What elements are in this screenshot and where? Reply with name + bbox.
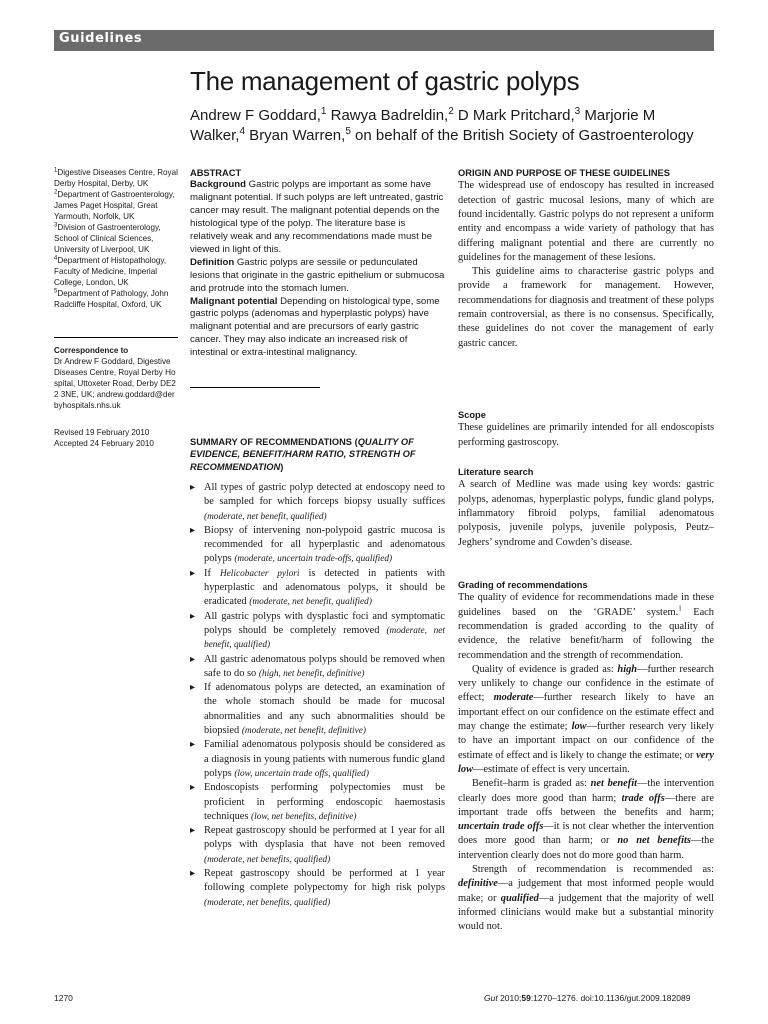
recommendation-grade: (moderate, net benefits, qualified) bbox=[204, 854, 331, 865]
recommendation-item: ▸ Repeat gastroscopy should be performed at 1 year for all polyps with dysplasia that have not been removed (moderate, net benefits, qualified) bbox=[190, 824, 445, 867]
page-number: 1270 bbox=[54, 993, 73, 1003]
author-name: Marjorie M Walker, bbox=[190, 107, 656, 144]
abstract-text: Depending on histological type, some gastric polyps (adenomas and hyperplastic polyps) have malignant potential and are precursors of early gastric cancer. They may also indicate an increased risk of intestinal or extra-intestinal malignancy. bbox=[190, 295, 440, 359]
affiliation-sup: 1 bbox=[54, 167, 58, 174]
correspondence-text: Dr Andrew F Goddard, Digestive Diseases Centre, Royal Derby Hospital, Uttoxeter Road, Derby DE22 3NE, UK; andrew.goddard@derbyhospitals.nhs.uk bbox=[54, 357, 176, 410]
section-label: Guidelines bbox=[59, 31, 143, 46]
grade-term: very low bbox=[458, 749, 714, 775]
recommendation-grade: (moderate, net benefit, qualified) bbox=[204, 625, 445, 651]
author-sup: 1 bbox=[320, 106, 327, 117]
origin-para-2: This guideline aims to characterise gastric polyps and provide a framework for management. However, recommendations for diagnosis and treatment of these polyps remain controversial, as there is no consensus. Specifically, these guidelines do not cover the management of early gastric cancer. bbox=[458, 266, 714, 349]
author-list bbox=[190, 106, 710, 146]
author-sup: 2 bbox=[448, 106, 454, 117]
scope-section bbox=[458, 409, 714, 450]
recommendation-item: ▸ All gastric polyps with dysplastic foci and symptomatic polyps should be completely removed (moderate, net benefit, qualified) bbox=[190, 610, 445, 653]
grade-term: low bbox=[571, 721, 587, 733]
affiliation-text: Department of Gastroenterology, James Paget Hospital, Great Yarmouth, Norfolk, UK bbox=[54, 190, 175, 221]
recommendation-grade: (moderate, net benefit, definitive) bbox=[241, 726, 366, 737]
abstract-label: Definition bbox=[190, 256, 235, 268]
abstract-text: Gastric polyps are important as some have malignant potential. If such polyps are left untreated, gastric cancer may result. The malignant potential depends on the histological type of the polyp. The literature base is relatively weak and any recommendations made must be viewed in light of this. bbox=[190, 179, 444, 255]
recommendation-grade: (low, uncertain trade offs, qualified) bbox=[234, 768, 369, 779]
grade-term: qualified bbox=[500, 892, 539, 904]
abstract bbox=[190, 167, 445, 360]
grading-para-3: Benefit–harm is graded as: net benefit—the intervention clearly does more good than harm; trade offs—there are important trade offs between the benefits and harm; uncertain trade offs—it is not clear whether the intervention does more good than harm; or no net benefits—the intervention clearly does not do more good than harm. bbox=[458, 778, 715, 861]
recommendation-grade: (high, net benefit, definitive) bbox=[258, 668, 365, 679]
section-band bbox=[54, 30, 714, 51]
affiliation-sup: 4 bbox=[54, 255, 58, 262]
grade-term: moderate bbox=[493, 692, 534, 704]
revised-date: Revised 19 February 2010 bbox=[54, 428, 150, 437]
scope-heading: Scope bbox=[458, 410, 486, 420]
correspondence-heading: Correspondence to bbox=[54, 346, 129, 355]
grading-section bbox=[458, 579, 714, 935]
abstract-para bbox=[190, 179, 445, 256]
citation: Gut 2010;59:1270–1276. doi:10.1136/gut.2009.182089 bbox=[484, 993, 691, 1003]
affiliation bbox=[54, 255, 178, 288]
literature-section bbox=[458, 466, 714, 550]
affiliation-text: Division of Gastroenterology, School of Clinical Sciences, University of Liverpool, UK bbox=[54, 223, 161, 254]
grading-heading: Grading of recommendations bbox=[458, 580, 588, 590]
abstract-label: Background bbox=[190, 179, 246, 191]
affiliation-text: Digestive Diseases Centre, Royal Derby Hospital, Derby, UK bbox=[54, 168, 178, 188]
abstract-para bbox=[190, 257, 445, 296]
affiliation bbox=[54, 222, 178, 255]
affiliation-sup: 2 bbox=[54, 189, 58, 196]
affiliation bbox=[54, 189, 178, 222]
author-name: Rawya Badreldin, bbox=[326, 107, 449, 124]
affiliation-sup: 3 bbox=[54, 222, 58, 229]
correspondence-block bbox=[54, 345, 178, 411]
affiliation-list bbox=[54, 167, 178, 310]
affiliation bbox=[54, 167, 178, 189]
grading-para-1: The quality of evidence for recommendations made in these guidelines based on the ‘GRADE’ system.$^1$ Each recommendation is graded according to the quality of evidence, the relative benefit/harm of following the recommendation and the strength of recommendation. bbox=[458, 592, 714, 661]
author-sup: 4 bbox=[239, 126, 246, 137]
recommendation-list bbox=[190, 481, 445, 910]
recommendation-item: ▸ Biopsy of intervening non-polypoid gastric mucosa is recommended for all hyperplastic and adenomatous polyps (moderate, uncertain trade-offs, qualified) bbox=[190, 524, 445, 567]
grade-term: uncertain trade offs bbox=[458, 821, 544, 833]
grade-term: definitive bbox=[458, 878, 498, 890]
recommendation-grade: (low, net benefits, definitive) bbox=[251, 811, 357, 822]
summary-heading: SUMMARY OF RECOMMENDATIONS (QUALITY OF EVIDENCE, BENEFIT/HARM RATIO, STRENGTH OF RECOMMENDATION) bbox=[190, 437, 416, 472]
recommendation-item: ▸ If Helicobacter pylori is detected in patients with hyperplastic and adenomatous polyps, it should be eradicated (moderate, net benefit, qualified) bbox=[190, 567, 445, 610]
recommendation-item: ▸ Familial adenomatous polyposis should be considered as a diagnosis in young patients with numerous fundic gland polyps (low, uncertain trade offs, qualified) bbox=[190, 738, 445, 781]
scope-text: These guidelines are primarily intended for all endoscopists performing gastroscopy. bbox=[458, 422, 714, 448]
origin-section bbox=[458, 167, 714, 351]
affiliation-sup: 5 bbox=[54, 288, 58, 295]
recommendation-item: ▸ Endoscopists performing polypectomies must be proficient in performing endoscopic haemostasis techniques (low, net benefits, definitive) bbox=[190, 781, 445, 824]
grading-para-4: Strength of recommendation is recommended as: definitive—a judgement that most informed people would make; or qualified—a judgement that the majority of well informed clinicians would make but a substantial minority would not. bbox=[458, 864, 714, 933]
abstract-label: Malignant potential bbox=[190, 295, 278, 307]
recommendation-item: ▸ All types of gastric polyp detected at endoscopy need to be sampled for which forceps biopsy usually suffices (moderate, net benefit, qualified) bbox=[190, 481, 445, 524]
divider bbox=[190, 387, 320, 388]
abstract-para bbox=[190, 296, 445, 361]
grade-term: high bbox=[617, 663, 638, 675]
species-name: Helicobacter pylori bbox=[219, 568, 300, 579]
abstract-heading: ABSTRACT bbox=[190, 168, 242, 178]
recommendation-item: ▸ If adenomatous polyps are detected, an examination of the whole stomach should be made for mucosal abnormalities and any such abnormalities should be biopsied (moderate, net benefit, definitive) bbox=[190, 681, 445, 738]
recommendation-grade: (moderate, net benefits, qualified) bbox=[204, 897, 331, 908]
literature-heading: Literature search bbox=[458, 467, 534, 477]
affiliation-text: Department of Pathology, John Radcliffe Hospital, Oxford, UK bbox=[54, 289, 169, 309]
origin-para-1: The widespread use of endoscopy has resulted in increased detection of gastric mucosal lesions, many of which are found incidentally. Gastric polyps do not represent a uniform entity and encompass a wide variety of pathology that has differing malignant potential and there are currently no guidelines for the management of these lesions. bbox=[458, 180, 714, 263]
author-sup: 5 bbox=[345, 126, 351, 137]
grade-term: no net benefits bbox=[617, 835, 691, 847]
recommendation-grade: (moderate, uncertain trade-offs, qualified) bbox=[234, 554, 393, 565]
recommendation-grade: (moderate, net benefit, qualified) bbox=[204, 511, 327, 522]
recommendation-grade: (moderate, net benefit, qualified) bbox=[249, 597, 372, 608]
author-name: on behalf of the British Society of Gastroenterology bbox=[350, 127, 694, 144]
grading-para-2: Quality of evidence is graded as: high—further research very unlikely to change our confidence in the estimate of effect; moderate—further research likely to have an important effect on our confidence on the estimate effect and may change the estimate; low—further research very likely to have an important impact on our confidence of the estimate of effect and is likely to change the estimate; or very low—estimate of effect is very uncertain. bbox=[458, 663, 715, 775]
recommendation-item: ▸ All gastric adenomatous polyps should be removed when safe to do so (high, net benefit, definitive) bbox=[190, 653, 445, 682]
abstract-text: Gastric polyps are sessile or pedunculated lesions that originate in the gastric epithelium or submucosa and protrude into the stomach lumen. bbox=[190, 256, 445, 294]
author-sup: 3 bbox=[574, 106, 581, 117]
article-title: The management of gastric polyps bbox=[190, 66, 580, 96]
origin-heading: ORIGIN AND PURPOSE OF THESE GUIDELINES bbox=[458, 168, 670, 178]
author-name: Andrew F Goddard, bbox=[190, 107, 321, 124]
grade-term: trade offs bbox=[621, 792, 665, 804]
divider bbox=[54, 337, 178, 338]
author-name: D Mark Pritchard, bbox=[453, 107, 575, 124]
literature-text: A search of Medline was made using key words: gastric polyps, adenomas, hyperplastic polyps, fundic gland polyps, inflammatory fibroid polyps, familial adenomatous polyposis, juvenile polyps, juvenile polyposis, Peutz–Jeghers’ syndrome and Cowden’s disease. bbox=[458, 479, 714, 548]
author-name: Bryan Warren, bbox=[245, 127, 346, 144]
affiliation-text: Department of Histopathology, Faculty of Medicine, Imperial College, London, UK bbox=[54, 256, 167, 287]
grade-term: net benefit bbox=[590, 778, 638, 790]
dates-block bbox=[54, 427, 178, 449]
recommendation-item: ▸ Repeat gastroscopy should be performed at 1 year following complete polypectomy for high risk polyps (moderate, net benefits, qualified) bbox=[190, 867, 445, 910]
accepted-date: Accepted 24 February 2010 bbox=[54, 439, 154, 448]
affiliation bbox=[54, 288, 178, 310]
